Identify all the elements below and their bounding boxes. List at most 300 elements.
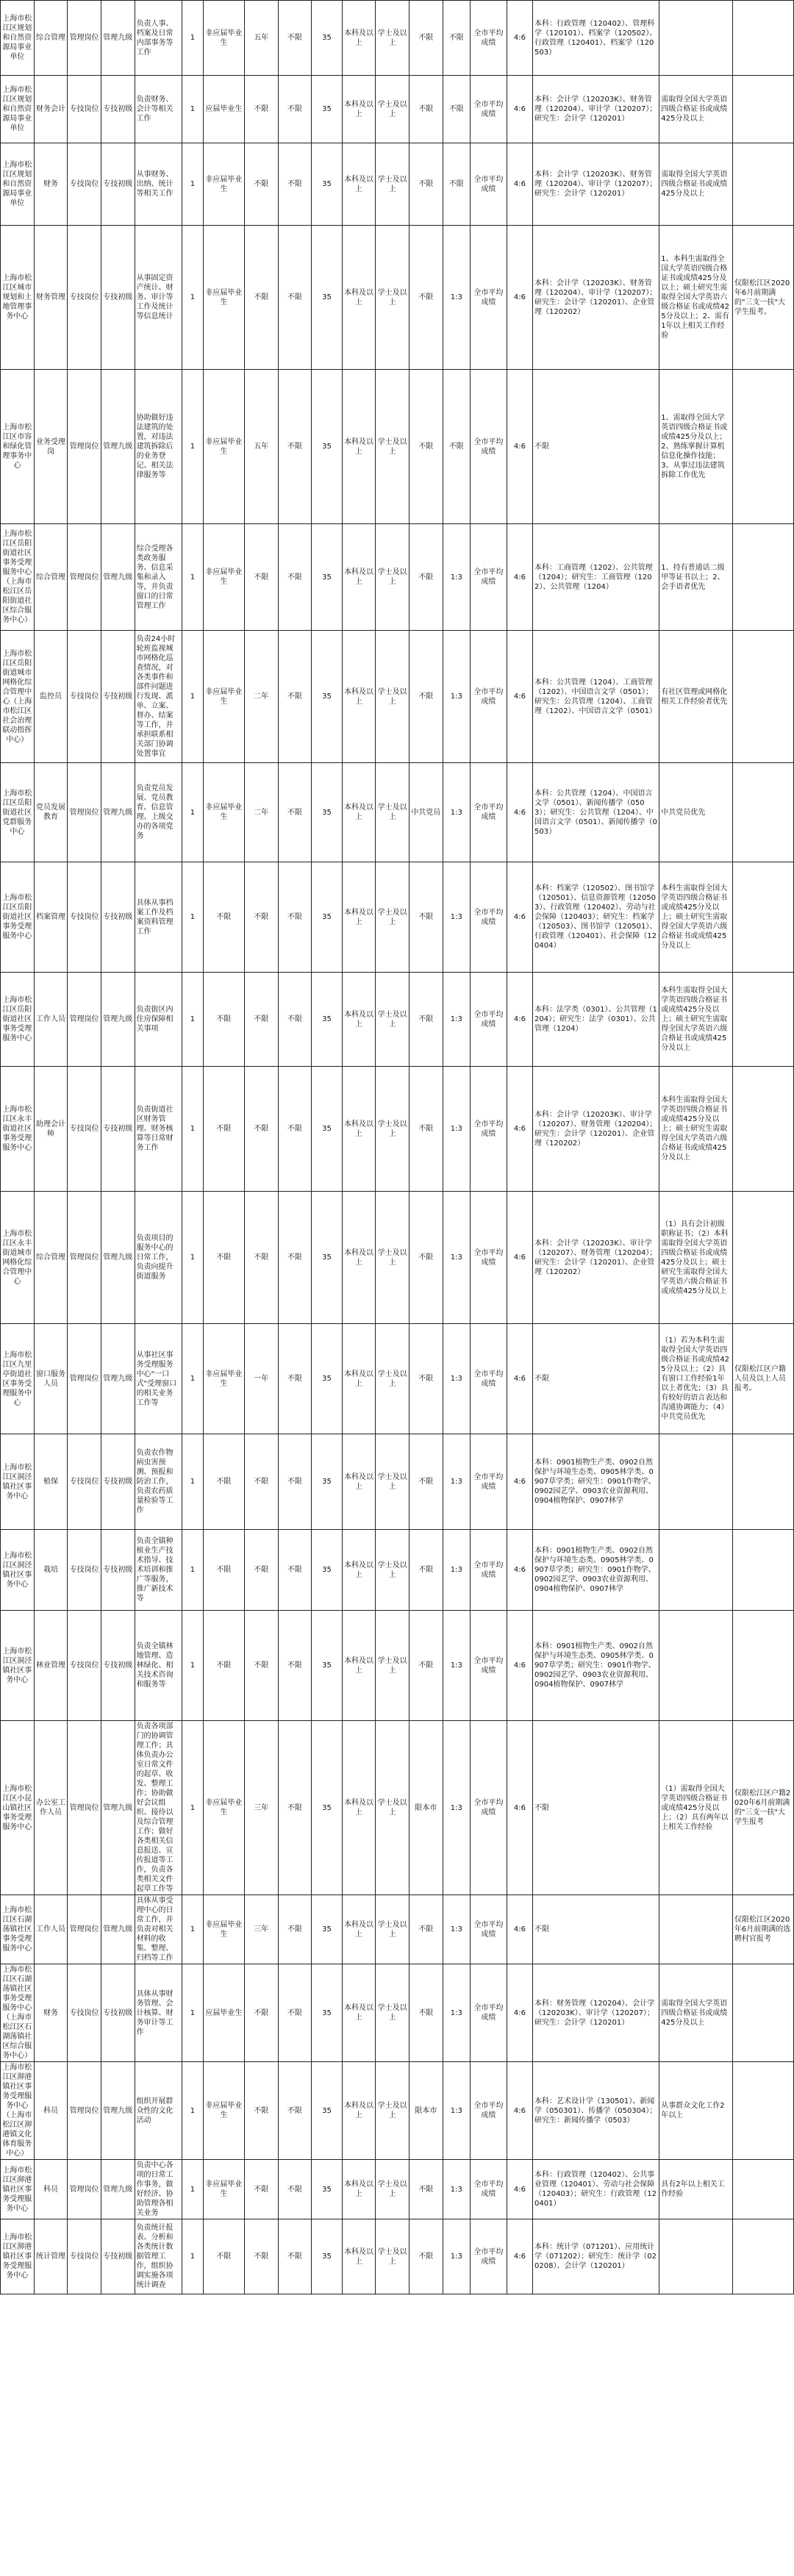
- post-name-cell: 植保: [34, 1434, 68, 1530]
- hukou-cell: 不限: [409, 862, 443, 973]
- ratio-cell: 1:3: [443, 973, 470, 1067]
- major-cell: 本科：会计学（120203K）、审计学（120207）、财务管理（120204）；研究生：会计学（120201）、企业管理（120202）: [533, 1067, 659, 1192]
- major-cell: 本科：会计学（120203K）、财务管理（120204）、审计学（120207）；研究生：会计学（120201）: [533, 143, 659, 226]
- major-cell: 本科：行政管理（120402）、管理科学（120101）、档案学（120502）、行政管理（120401）、档案学（120503）: [533, 1, 659, 76]
- hukou-cell: 不限: [409, 2160, 443, 2219]
- weight-cell: 4:6: [507, 1530, 532, 1611]
- max-age-cell: 35: [312, 1721, 343, 1895]
- requirement-cell: 需取得全国大学英语四级合格证书或成绩425分及以上: [659, 1964, 733, 2062]
- requirement-cell: [659, 2219, 733, 2294]
- major-cell: 不限: [533, 1324, 659, 1434]
- duty-cell: 负责中心各项的日常工作事务，做好经济、协助管理各相关业务: [135, 2160, 182, 2219]
- experience-cell: 不限: [244, 143, 278, 226]
- post-level-cell: 管理九级: [101, 1721, 135, 1895]
- age-cell: 不限: [278, 763, 312, 862]
- requirement-cell: 1、持有普通话二级甲等证书以上；2、会手语者优先: [659, 524, 733, 631]
- candidate-type-cell: 非应届毕业生: [203, 370, 244, 524]
- candidate-type-cell: 不限: [203, 862, 244, 973]
- education-cell: 本科及以上: [342, 226, 376, 370]
- post-type-cell: 专技岗位: [68, 1964, 101, 2062]
- hukou-cell: 限本市: [409, 2062, 443, 2160]
- ratio-cell: 1:3: [443, 226, 470, 370]
- requirement-cell: 有社区管理或网格化相关工作经验者优先: [659, 631, 733, 763]
- post-name-cell: 财务: [34, 143, 68, 226]
- max-age-cell: 35: [312, 973, 343, 1067]
- max-age-cell: 35: [312, 524, 343, 631]
- remark-cell: 仅限松江区2020年6月前期满的"三支一扶"大学生报考。: [732, 226, 793, 370]
- requirement-cell: 具有2年以上相关工作经验: [659, 2160, 733, 2219]
- table-row: [1, 1, 794, 76]
- post-name-cell: 助理会计师: [34, 1067, 68, 1192]
- weight-cell: 4:6: [507, 1721, 532, 1895]
- experience-cell: 不限: [244, 1964, 278, 2062]
- weight-cell: 4:6: [507, 1611, 532, 1721]
- hukou-cell: 中共党员: [409, 763, 443, 862]
- ratio-cell: 1:3: [443, 1324, 470, 1434]
- post-type-cell: 管理岗位: [68, 524, 101, 631]
- post-name-cell: 科员: [34, 2160, 68, 2219]
- score-line-cell: 全市平均成绩: [470, 2160, 507, 2219]
- post-level-cell: 专技初级: [101, 1964, 135, 2062]
- experience-cell: 不限: [244, 524, 278, 631]
- major-cell: 本科：统计学（071201）、应用统计学（071202）；研究生：统计学（020208）、会计学（120201）: [533, 2219, 659, 2294]
- score-line-cell: 全市平均成绩: [470, 1964, 507, 2062]
- table-row: [1, 973, 794, 1067]
- hukou-cell: 不限: [409, 1192, 443, 1324]
- remark-cell: [732, 370, 793, 524]
- age-cell: 不限: [278, 1324, 312, 1434]
- post-name-cell: 综合管理: [34, 524, 68, 631]
- requirement-cell: 从事群众文化工作2年以上: [659, 2062, 733, 2160]
- experience-cell: 三年: [244, 1895, 278, 1964]
- education-cell: 本科及以上: [342, 1434, 376, 1530]
- hukou-cell: 不限: [409, 1, 443, 76]
- post-type-cell: 管理岗位: [68, 370, 101, 524]
- unit-cell: 上海市松江区石湖荡镇社区事务受理服务中心（上海市松江区石湖荡镇社区综合服务中心）: [1, 1964, 35, 2062]
- score-line-cell: 全市平均成绩: [470, 1192, 507, 1324]
- major-cell: 本科：公共管理（1204）、工商管理（1202）、中国语言文学（0501）；研究生：公共管理（1204）、工商管理（1202）、中国语言文学（0501）: [533, 631, 659, 763]
- unit-cell: 上海市松江区石湖荡镇社区事务受理服务中心: [1, 1895, 35, 1964]
- unit-cell: 上海市松江区岳阳街道社区事务受理服务中心: [1, 862, 35, 973]
- max-age-cell: 35: [312, 143, 343, 226]
- table-row: [1, 2062, 794, 2160]
- experience-cell: 不限: [244, 1530, 278, 1611]
- unit-cell: 上海市松江区永丰街道社区事务受理服务中心: [1, 1067, 35, 1192]
- remark-cell: [732, 973, 793, 1067]
- age-cell: 不限: [278, 631, 312, 763]
- ratio-cell: 不限: [443, 76, 470, 143]
- post-type-cell: 管理岗位: [68, 2160, 101, 2219]
- hukou-cell: 不限: [409, 1611, 443, 1721]
- education-cell: 本科及以上: [342, 2062, 376, 2160]
- requirement-cell: [659, 1611, 733, 1721]
- table-row: [1, 1611, 794, 1721]
- post-name-cell: 栽培: [34, 1530, 68, 1611]
- degree-cell: 学士及以上: [376, 763, 409, 862]
- degree-cell: 学士及以上: [376, 226, 409, 370]
- requirement-cell: 本科生需取得全国大学英语四级合格证书或成绩425分及以上；硕士研究生需取得全国大学英语六级合格证书或成绩425分及以上: [659, 1067, 733, 1192]
- unit-cell: 上海市松江区市容和绿化管理事务中心: [1, 370, 35, 524]
- score-line-cell: 全市平均成绩: [470, 226, 507, 370]
- experience-cell: 不限: [244, 1192, 278, 1324]
- post-name-cell: 科员: [34, 2062, 68, 2160]
- remark-cell: [732, 1, 793, 76]
- age-cell: 不限: [278, 1895, 312, 1964]
- post-type-cell: 专技岗位: [68, 1434, 101, 1530]
- education-cell: 本科及以上: [342, 2160, 376, 2219]
- experience-cell: 五年: [244, 370, 278, 524]
- major-cell: 本科：财务管理（120204）、会计学（120203K）、审计学（120207）；研究生：会计学（120201）: [533, 1964, 659, 2062]
- degree-cell: 学士及以上: [376, 1, 409, 76]
- max-age-cell: 35: [312, 1530, 343, 1611]
- table-row: [1, 1434, 794, 1530]
- candidate-type-cell: 非应届毕业生: [203, 1324, 244, 1434]
- requirement-cell: （1）具有会计初级职称证书；（2）本科需取得全国大学英语四级合格证书或成绩425分及以上；硕士研究生需取得全国大学英语六级合格证书或成绩425分及以上: [659, 1192, 733, 1324]
- hukou-cell: 不限: [409, 370, 443, 524]
- candidate-type-cell: 非应届毕业生: [203, 226, 244, 370]
- post-name-cell: 财务: [34, 1964, 68, 2062]
- experience-cell: 一年: [244, 1324, 278, 1434]
- degree-cell: 学士及以上: [376, 370, 409, 524]
- remark-cell: [732, 1192, 793, 1324]
- ratio-cell: 1:3: [443, 631, 470, 763]
- hukou-cell: 不限: [409, 1434, 443, 1530]
- candidate-type-cell: 不限: [203, 1067, 244, 1192]
- max-age-cell: 35: [312, 1324, 343, 1434]
- post-level-cell: 专技初级: [101, 1530, 135, 1611]
- experience-cell: 不限: [244, 2062, 278, 2160]
- duty-cell: 负责人事、档案及日常内部事务等工作: [135, 1, 182, 76]
- duty-cell: 具体从事财务管理、会计核算、财务审计等工作: [135, 1964, 182, 2062]
- education-cell: 本科及以上: [342, 862, 376, 973]
- max-age-cell: 35: [312, 1067, 343, 1192]
- post-level-cell: 专技初级: [101, 226, 135, 370]
- weight-cell: 4:6: [507, 1895, 532, 1964]
- requirement-cell: 本科生需取得全国大学英语四级合格证书或成绩425分及以上；硕士研究生需取得全国大学英语六级合格证书或成绩425分及以上: [659, 862, 733, 973]
- max-age-cell: 35: [312, 1964, 343, 2062]
- education-cell: 本科及以上: [342, 76, 376, 143]
- unit-cell: 上海市松江区岳阳街道社区党群服务中心: [1, 763, 35, 862]
- table-row: [1, 1192, 794, 1324]
- unit-cell: 上海市松江区泖港镇社区事务受理服务中心: [1, 2160, 35, 2219]
- max-age-cell: 35: [312, 1895, 343, 1964]
- post-level-cell: 管理九级: [101, 2160, 135, 2219]
- unit-cell: 上海市松江区九里亭街道社区事务受理服务中心: [1, 1324, 35, 1434]
- major-cell: 本科：档案学（120502）、图书馆学（120501）、信息资源管理（120503）、行政管理（120402）、劳动与社会保障（120403）；研究生：档案学（120503）、图书馆学（120501）、行政管理（120401）、社会保障（120404）: [533, 862, 659, 973]
- remark-cell: [732, 2219, 793, 2294]
- post-level-cell: 专技初级: [101, 76, 135, 143]
- age-cell: 不限: [278, 76, 312, 143]
- unit-cell: 上海市松江区规划和自然资源局事业单位: [1, 143, 35, 226]
- requirement-cell: [659, 1530, 733, 1611]
- requirement-cell: （1）需取得全国大学英语四级合格证书或成绩425分及以上；（2）具有两年以上相关工作经验: [659, 1721, 733, 1895]
- candidate-type-cell: 非应届毕业生: [203, 1721, 244, 1895]
- table-row: [1, 763, 794, 862]
- requirement-cell: 中共党员优先: [659, 763, 733, 862]
- remark-cell: [732, 2160, 793, 2219]
- post-name-cell: 综合管理: [34, 1192, 68, 1324]
- unit-cell: 上海市松江区城市规划和土地管理事务中心: [1, 226, 35, 370]
- headcount-cell: 1: [182, 2062, 203, 2160]
- post-level-cell: 管理九级: [101, 524, 135, 631]
- post-name-cell: 档案管理: [34, 862, 68, 973]
- max-age-cell: 35: [312, 76, 343, 143]
- headcount-cell: 1: [182, 1324, 203, 1434]
- experience-cell: 不限: [244, 2160, 278, 2219]
- remark-cell: [732, 1067, 793, 1192]
- remark-cell: 仅限松江区户籍2020年6月前期满的"三支一扶"大学生报考: [732, 1721, 793, 1895]
- ratio-cell: 1:3: [443, 1611, 470, 1721]
- education-cell: 本科及以上: [342, 524, 376, 631]
- major-cell: 本科：艺术设计学（130501）、新闻学（050301）、传播学（050304）；研究生：新闻传播学（0503）: [533, 2062, 659, 2160]
- post-type-cell: 管理岗位: [68, 1721, 101, 1895]
- education-cell: 本科及以上: [342, 1964, 376, 2062]
- experience-cell: 不限: [244, 1067, 278, 1192]
- headcount-cell: 1: [182, 1067, 203, 1192]
- post-name-cell: 党员发展教育: [34, 763, 68, 862]
- candidate-type-cell: 不限: [203, 973, 244, 1067]
- headcount-cell: 1: [182, 1964, 203, 2062]
- hukou-cell: 不限: [409, 1895, 443, 1964]
- post-type-cell: 管理岗位: [68, 1, 101, 76]
- requirement-cell: 需取得全国大学英语四级合格证书或成绩425分及以上: [659, 143, 733, 226]
- age-cell: 不限: [278, 143, 312, 226]
- candidate-type-cell: 非应届毕业生: [203, 2062, 244, 2160]
- post-name-cell: 业务受理岗: [34, 370, 68, 524]
- headcount-cell: 1: [182, 2219, 203, 2294]
- headcount-cell: 1: [182, 1895, 203, 1964]
- major-cell: 本科：0901植物生产类、0902自然保护与环境生态类、0905林学类、0907草学类；研究生：0901作物学、0902园艺学、0903农业资源利用、0904植物保护、0907林学: [533, 1611, 659, 1721]
- ratio-cell: 1:3: [443, 1964, 470, 2062]
- post-level-cell: 专技初级: [101, 1067, 135, 1192]
- headcount-cell: 1: [182, 763, 203, 862]
- ratio-cell: 不限: [443, 143, 470, 226]
- post-level-cell: 专技初级: [101, 2219, 135, 2294]
- education-cell: 本科及以上: [342, 631, 376, 763]
- candidate-type-cell: 应届毕业生: [203, 1964, 244, 2062]
- table-row: [1, 1721, 794, 1895]
- age-cell: 不限: [278, 1434, 312, 1530]
- major-cell: 本科：会计学（120203K）、财务管理（120204）、审计学（120207）；研究生：会计学（120201）、企业管理（120202）: [533, 226, 659, 370]
- age-cell: 不限: [278, 1530, 312, 1611]
- degree-cell: 学士及以上: [376, 2160, 409, 2219]
- ratio-cell: 1:3: [443, 862, 470, 973]
- education-cell: 本科及以上: [342, 1, 376, 76]
- duty-cell: 从事社区事务受理服务中心"一口式"受理窗口的相关业务工作等: [135, 1324, 182, 1434]
- weight-cell: 4:6: [507, 763, 532, 862]
- hukou-cell: 不限: [409, 1964, 443, 2062]
- weight-cell: 4:6: [507, 1434, 532, 1530]
- age-cell: 不限: [278, 2160, 312, 2219]
- education-cell: 本科及以上: [342, 973, 376, 1067]
- candidate-type-cell: 不限: [203, 2219, 244, 2294]
- weight-cell: 4:6: [507, 76, 532, 143]
- candidate-type-cell: 非应届毕业生: [203, 524, 244, 631]
- ratio-cell: 1:3: [443, 1434, 470, 1530]
- score-line-cell: 全市平均成绩: [470, 862, 507, 973]
- degree-cell: 学士及以上: [376, 862, 409, 973]
- age-cell: 不限: [278, 226, 312, 370]
- degree-cell: 学士及以上: [376, 2219, 409, 2294]
- post-level-cell: 专技初级: [101, 631, 135, 763]
- age-cell: 不限: [278, 370, 312, 524]
- table-row: [1, 1895, 794, 1964]
- requirement-cell: [659, 1434, 733, 1530]
- headcount-cell: 1: [182, 1192, 203, 1324]
- max-age-cell: 35: [312, 1, 343, 76]
- candidate-type-cell: 不限: [203, 1611, 244, 1721]
- post-level-cell: 管理九级: [101, 973, 135, 1067]
- candidate-type-cell: 不限: [203, 1530, 244, 1611]
- unit-cell: 上海市松江区规划和自然资源局事业单位: [1, 1, 35, 76]
- unit-cell: 上海市松江区洞泾镇社区事务中心: [1, 1611, 35, 1721]
- score-line-cell: 全市平均成绩: [470, 1895, 507, 1964]
- max-age-cell: 35: [312, 1611, 343, 1721]
- post-type-cell: 专技岗位: [68, 1530, 101, 1611]
- degree-cell: 学士及以上: [376, 524, 409, 631]
- post-type-cell: 专技岗位: [68, 76, 101, 143]
- ratio-cell: 1:3: [443, 2160, 470, 2219]
- score-line-cell: 全市平均成绩: [470, 370, 507, 524]
- major-cell: 本科：法学类（0301）、公共管理（1204）；研究生：法学（0301）、公共管理（1204）: [533, 973, 659, 1067]
- remark-cell: [732, 1530, 793, 1611]
- score-line-cell: 全市平均成绩: [470, 1, 507, 76]
- table-row: [1, 76, 794, 143]
- ratio-cell: 1:3: [443, 1530, 470, 1611]
- experience-cell: 二年: [244, 631, 278, 763]
- post-level-cell: 专技初级: [101, 143, 135, 226]
- hukou-cell: 不限: [409, 1530, 443, 1611]
- score-line-cell: 全市平均成绩: [470, 2062, 507, 2160]
- major-cell: 本科：0901植物生产类、0902自然保护与环境生态类、0905林学类、0907草学类；研究生：0901作物学、0902园艺学、0903农业资源利用、0904植物保护、0907林学: [533, 1530, 659, 1611]
- headcount-cell: 1: [182, 76, 203, 143]
- unit-cell: 上海市松江区岳阳街道城市网格化综合管理中心（上海市松江区社会治理联动指挥中心）: [1, 631, 35, 763]
- duty-cell: 负责各项部门的协调管理工作；具体负责办公室日常文件的起草、收发、整理工作；协助做好会议组织、接待以及综合管理工作；做好各类相关信息报送、宣传报道等工作，负责各类相关文件起草工作等: [135, 1721, 182, 1895]
- weight-cell: 4:6: [507, 2062, 532, 2160]
- experience-cell: 五年: [244, 1, 278, 76]
- degree-cell: 学士及以上: [376, 1434, 409, 1530]
- post-level-cell: 专技初级: [101, 862, 135, 973]
- remark-cell: [732, 1611, 793, 1721]
- degree-cell: 学士及以上: [376, 1964, 409, 2062]
- age-cell: 不限: [278, 2062, 312, 2160]
- candidate-type-cell: 不限: [203, 1434, 244, 1530]
- experience-cell: 不限: [244, 1434, 278, 1530]
- post-type-cell: 专技岗位: [68, 1611, 101, 1721]
- max-age-cell: 35: [312, 862, 343, 973]
- major-cell: 本科：行政管理（120402）、公共事业管理（120401）、劳动与社会保障（120403）；研究生：行政管理（120401）: [533, 2160, 659, 2219]
- score-line-cell: 全市平均成绩: [470, 631, 507, 763]
- age-cell: 不限: [278, 1, 312, 76]
- headcount-cell: 1: [182, 143, 203, 226]
- remark-cell: [732, 524, 793, 631]
- remark-cell: 仅限松江区户籍人员及以上人员报考。: [732, 1324, 793, 1434]
- max-age-cell: 35: [312, 226, 343, 370]
- post-type-cell: 专技岗位: [68, 631, 101, 763]
- education-cell: 本科及以上: [342, 370, 376, 524]
- table-row: [1, 524, 794, 631]
- duty-cell: 负责全镇林地管理、造林绿化、相关技术咨询和服务等: [135, 1611, 182, 1721]
- headcount-cell: 1: [182, 2160, 203, 2219]
- ratio-cell: 1:3: [443, 2062, 470, 2160]
- education-cell: 本科及以上: [342, 1530, 376, 1611]
- hukou-cell: 不限: [409, 631, 443, 763]
- weight-cell: 4:6: [507, 1324, 532, 1434]
- age-cell: 不限: [278, 1964, 312, 2062]
- post-name-cell: 林业管理: [34, 1611, 68, 1721]
- score-line-cell: 全市平均成绩: [470, 1434, 507, 1530]
- age-cell: 不限: [278, 2219, 312, 2294]
- post-name-cell: 监控员: [34, 631, 68, 763]
- major-cell: 本科：公共管理（1204）、中国语言文学（0501）、新闻传播学（0503）；研究生：公共管理（1204）、中国语言文学（0501）、新闻传播学（0503）: [533, 763, 659, 862]
- ratio-cell: 1:3: [443, 2219, 470, 2294]
- post-level-cell: 管理九级: [101, 763, 135, 862]
- headcount-cell: 1: [182, 973, 203, 1067]
- remark-cell: [732, 76, 793, 143]
- post-type-cell: 管理岗位: [68, 2062, 101, 2160]
- remark-cell: [732, 862, 793, 973]
- score-line-cell: 全市平均成绩: [470, 1530, 507, 1611]
- remark-cell: [732, 631, 793, 763]
- ratio-cell: 1:3: [443, 763, 470, 862]
- headcount-cell: 1: [182, 524, 203, 631]
- max-age-cell: 35: [312, 2062, 343, 2160]
- duty-cell: 负责街道社区财务管理、财务核算等日常财务工作: [135, 1067, 182, 1192]
- table-row: [1, 1964, 794, 2062]
- weight-cell: 4:6: [507, 2219, 532, 2294]
- degree-cell: 学士及以上: [376, 143, 409, 226]
- degree-cell: 学士及以上: [376, 1530, 409, 1611]
- post-type-cell: 管理岗位: [68, 1192, 101, 1324]
- post-type-cell: 专技岗位: [68, 862, 101, 973]
- post-level-cell: 管理九级: [101, 1324, 135, 1434]
- unit-cell: 上海市松江区泖港镇社区事务受理服务中心（上海市松江区泖港镇文化体育服务中心）: [1, 2062, 35, 2160]
- experience-cell: 不限: [244, 226, 278, 370]
- post-type-cell: 专技岗位: [68, 2219, 101, 2294]
- remark-cell: [732, 1434, 793, 1530]
- post-level-cell: 专技初级: [101, 1611, 135, 1721]
- candidate-type-cell: 应届毕业生: [203, 76, 244, 143]
- duty-cell: 负责项目的服务中心的日常工作，负责向提升街道服务: [135, 1192, 182, 1324]
- weight-cell: 4:6: [507, 973, 532, 1067]
- hukou-cell: 不限: [409, 524, 443, 631]
- weight-cell: 4:6: [507, 143, 532, 226]
- degree-cell: 学士及以上: [376, 2062, 409, 2160]
- weight-cell: 4:6: [507, 1, 532, 76]
- education-cell: 本科及以上: [342, 763, 376, 862]
- weight-cell: 4:6: [507, 2160, 532, 2219]
- max-age-cell: 35: [312, 763, 343, 862]
- major-cell: 不限: [533, 1895, 659, 1964]
- unit-cell: 上海市松江区永丰街道城市网格化综合管理中心: [1, 1192, 35, 1324]
- education-cell: 本科及以上: [342, 1324, 376, 1434]
- duty-cell: 负责农作物病虫害预测、预报和防治工作，负责农药质量检验等工作: [135, 1434, 182, 1530]
- score-line-cell: 全市平均成绩: [470, 763, 507, 862]
- major-cell: 本科：会计学（120203K）、财务管理（120204）、审计学（120207）；研究生：会计学（120201）: [533, 76, 659, 143]
- candidate-type-cell: 不限: [203, 1192, 244, 1324]
- experience-cell: 不限: [244, 973, 278, 1067]
- table-row: [1, 2219, 794, 2294]
- max-age-cell: 35: [312, 370, 343, 524]
- weight-cell: 4:6: [507, 370, 532, 524]
- score-line-cell: 全市平均成绩: [470, 973, 507, 1067]
- degree-cell: 学士及以上: [376, 1067, 409, 1192]
- degree-cell: 学士及以上: [376, 1895, 409, 1964]
- post-type-cell: 管理岗位: [68, 973, 101, 1067]
- post-type-cell: 专技岗位: [68, 143, 101, 226]
- degree-cell: 学士及以上: [376, 76, 409, 143]
- major-cell: 本科：0901植物生产类、0902自然保护与环境生态类、0905林学类、0907草学类；研究生：0901作物学、0902园艺学、0903农业资源利用、0904植物保护、0907林学: [533, 1434, 659, 1530]
